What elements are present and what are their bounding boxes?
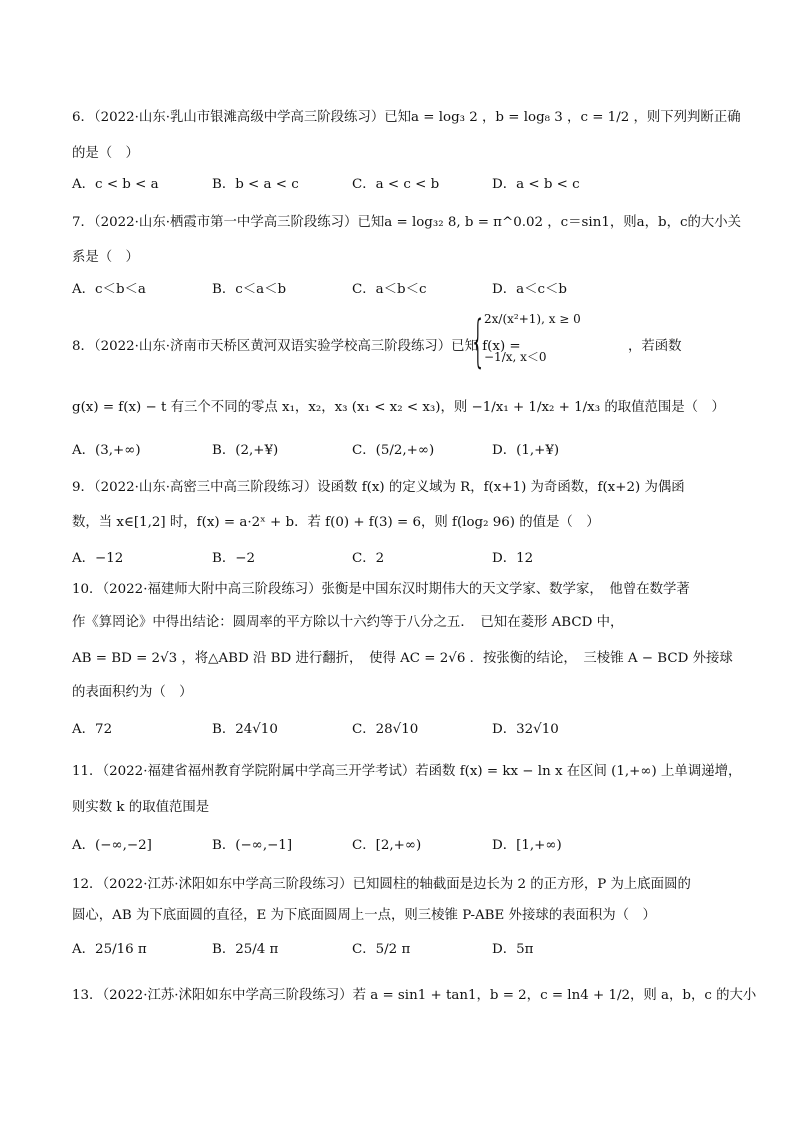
q7-option-c[interactable]: C．a＜b＜c	[352, 282, 427, 297]
q8-line2: g(x) = f(x) − t 有三个不同的零点 x₁，x₂，x₃ (x₁ < x₂ < x₃)，则 −1/x₁ + 1/x₂ + 1/x₃ 的取值范围是（ ）	[72, 400, 725, 415]
q11-line1: 11．（2022·福建省福州教育学院附属中学高三开学考试）若函数 f(x) = kx − ln x 在区间 (1,+∞) 上单调递增，	[72, 764, 742, 779]
q10-option-a[interactable]: A．72	[72, 722, 113, 737]
q11-option-c[interactable]: C．[2,+∞)	[352, 838, 422, 853]
q8-options	[72, 443, 732, 465]
q9-option-b[interactable]: B．−2	[212, 551, 255, 566]
q9-options	[72, 551, 732, 573]
q11-option-a[interactable]: A．(−∞,−2]	[72, 838, 152, 853]
q9-option-d[interactable]: D．12	[492, 551, 534, 566]
q6-line2: 的是（ ）	[72, 146, 139, 161]
q8-option-d[interactable]: D．(1,+¥)	[492, 443, 560, 458]
q8-option-b[interactable]: B．(2,+¥)	[212, 443, 279, 458]
q7-option-b[interactable]: B．c＜a＜b	[212, 282, 287, 297]
q7-option-a[interactable]: A．c＜b＜a	[72, 282, 146, 297]
q10-options	[72, 722, 732, 744]
q11-options	[72, 838, 732, 860]
q9-option-a[interactable]: A．−12	[72, 551, 124, 566]
q11-line2: 则实数 k 的取值范围是	[72, 800, 210, 815]
q9-line1: 9．（2022·山东·高密三中高三阶段练习）设函数 f(x) 的定义域为 R，f(x+1) 为奇函数，f(x+2) 为偶函	[72, 480, 685, 495]
q8-option-c[interactable]: C．(5/2,+∞)	[352, 443, 435, 458]
q10-line2: 作《算罔论》中得出结论：圆周率的平方除以十六约等于八分之五． 已知在菱形 ABCD 中，	[72, 615, 624, 630]
q10-line1: 10．（2022·福建师大附中高三阶段练习）张衡是中国东汉时期伟大的天文学家、数学家， 他曾在数学著	[72, 582, 690, 597]
q6-options	[72, 177, 732, 199]
q10-option-b[interactable]: B．24√10	[212, 722, 278, 737]
q7-options	[72, 282, 732, 304]
q6-option-c[interactable]: C．a < c < b	[352, 177, 440, 192]
q9-option-c[interactable]: C．2	[352, 551, 385, 566]
q6-option-a[interactable]: A．c < b < a	[72, 177, 159, 192]
q12-options	[72, 942, 732, 964]
q11-option-b[interactable]: B．(−∞,−1]	[212, 838, 293, 853]
q8-line1-suffix: ，若函数	[628, 339, 682, 354]
q12-option-c[interactable]: C．5/2 π	[352, 942, 411, 957]
q11-option-d[interactable]: D．[1,+∞)	[492, 838, 562, 853]
q6-option-d[interactable]: D．a < b < c	[492, 177, 580, 192]
q12-option-d[interactable]: D．5π	[492, 942, 534, 957]
q8-case2: −1/x, x＜0	[484, 350, 547, 364]
q9-line2: 数，当 x∈[1,2] 时，f(x) = a·2ˣ + b．若 f(0) + f(3) = 6，则 f(log₂ 96) 的值是（ ）	[72, 515, 600, 530]
q8-case1: 2x/(x²+1), x ≥ 0	[484, 312, 581, 326]
q12-option-b[interactable]: B．25/4 π	[212, 942, 279, 957]
q8-option-a[interactable]: A．(3,+∞)	[72, 443, 141, 458]
q6-option-b[interactable]: B．b < a < c	[212, 177, 299, 192]
q10-line3: AB = BD = 2√3 ，将△ABD 沿 BD 进行翻折， 使得 AC = 2√6 ．按张衡的结论， 三棱锥 A − BCD 外接球	[72, 651, 733, 666]
q12-line2: 圆心，AB 为下底面圆的直径，E 为下底面圆周上一点，则三棱锥 P-ABE 外接球的表面积为（ ）	[72, 908, 656, 923]
q8-line1-prefix: 8．（2022·山东·济南市天桥区黄河双语实验学校高三阶段练习）已知 f(x) =	[72, 339, 521, 354]
q13-line1: 13．（2022·江苏·沭阳如东中学高三阶段练习）若 a = sin1 + tan1，b = 2，c = ln4 + 1/2，则 a，b，c 的大小	[72, 988, 757, 1003]
q10-line4: 的表面积约为（ ）	[72, 685, 193, 700]
q7-line1: 7．（2022·山东·栖霞市第一中学高三阶段练习）已知a = log₃₂ 8, b = π^0.02 ，c＝sin1，则a，b，c的大小关	[72, 215, 742, 230]
q8-line1	[72, 339, 521, 354]
q10-option-c[interactable]: C．28√10	[352, 722, 419, 737]
q12-option-a[interactable]: A．25/16 π	[72, 942, 147, 957]
q6-line1: 6．（2022·山东·乳山市银滩高级中学高三阶段练习）已知a = log₃ 2 ，b = log₈ 3 ，c = 1/2 ，则下列判断正确	[72, 110, 741, 125]
q8-brace-icon: {	[470, 309, 487, 374]
q7-line2: 系是（ ）	[72, 250, 139, 265]
q7-option-d[interactable]: D．a＜c＜b	[492, 282, 567, 297]
q10-option-d[interactable]: D．32√10	[492, 722, 559, 737]
q12-line1: 12．（2022·江苏·沭阳如东中学高三阶段练习）已知圆柱的轴截面是边长为 2 的正方形，P 为上底面圆的	[72, 877, 691, 892]
